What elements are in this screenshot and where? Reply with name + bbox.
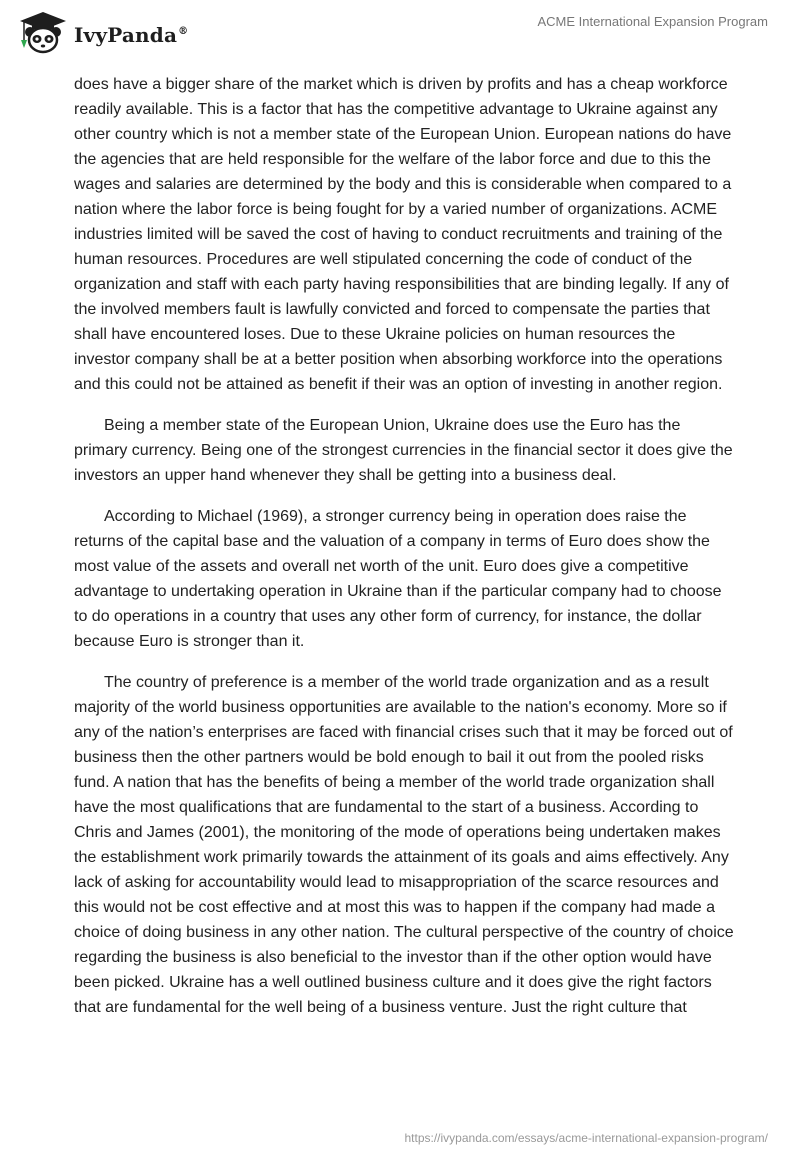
paragraph-2: Being a member state of the European Union, Ukraine does use the Euro has the primary currency. Being one of the strongest currencies in the financial sector it does give the investors an upper hand whenever they shall be getting into a business deal. — [74, 417, 733, 484]
paragraph-1: does have a bigger share of the market which is driven by profits and has a cheap workforce readily available. This is a factor that has the competitive advantage to Ukraine against any other country which is not a member state of the European Union. European nations do have the agencies that are held responsible for the welfare of the labor force and due to this the wages and salaries are determined by the body and this is considerable when compared to a nation where the labor force is being fought for by a varied number of organizations. ACME industries limited will be saved the cost of having to conduct recruitments and training of the human resources. Procedures are well stipulated concerning the code of conduct of the organization and staff with each party having responsibilities that are binding legally. If any of the involved members fault is lawfully convicted and forced to compensate the parties that shall have encountered loses. Due to these Ukraine policies on human resources the investor company shall be at a better position when absorbing workforce into the operations and this could not be attained as benefit if their was an option of investing in another region. — [74, 76, 732, 393]
paragraph-3: According to Michael (1969), a stronger currency being in operation does raise the returns of the capital base and the valuation of a company in terms of Euro does show the most value of the assets and overall net worth of the unit. Euro does give a competitive advantage to undertaking operation in Ukraine than if the particular company had to choose to do operations in a country that uses any other form of currency, for instance, the dollar because Euro is stronger than it. — [74, 508, 722, 650]
ivypanda-logo[interactable] — [16, 10, 188, 56]
source-url[interactable]: https://ivypanda.com/essays/acme-international-expansion-program/ — [404, 1131, 768, 1145]
document-title: ACME International Expansion Program — [537, 14, 768, 29]
paragraph-4: The country of preference is a member of the world trade organization and as a result majority of the world business opportunities are available to the nation's economy. More so if any of the nation’s enterprises are faced with financial crises such that it may be forced out of business then the other partners would be bold enough to bail it out from the pooled risks fund. A nation that has the benefits of being a member of the world trade organization shall have the most qualifications that are fundamental to the start of a business. According to Chris and James (2001), the monitoring of the mode of operations being undertaken makes the establishment work primarily towards the attainment of its goals and aims effectively. Any lack of asking for accountability would lead to misappropriation of the scarce resources and this would not be cost effective and at most this was to happen if the company had made a choice of doing business in any other nation. The cultural perspective of the country of choice regarding the business is also beneficial to the investor than if the other option would have been picked. Ukraine has a well outlined business culture and it does give the right factors that are fundamental for the well being of a business venture. Just the right culture that — [74, 674, 734, 1016]
essay-body — [74, 72, 734, 1036]
brand-name: IvyPanda® — [74, 23, 189, 47]
registered-mark: ® — [178, 26, 189, 38]
panda-graduation-cap-icon — [16, 10, 70, 56]
page-header — [0, 0, 800, 70]
